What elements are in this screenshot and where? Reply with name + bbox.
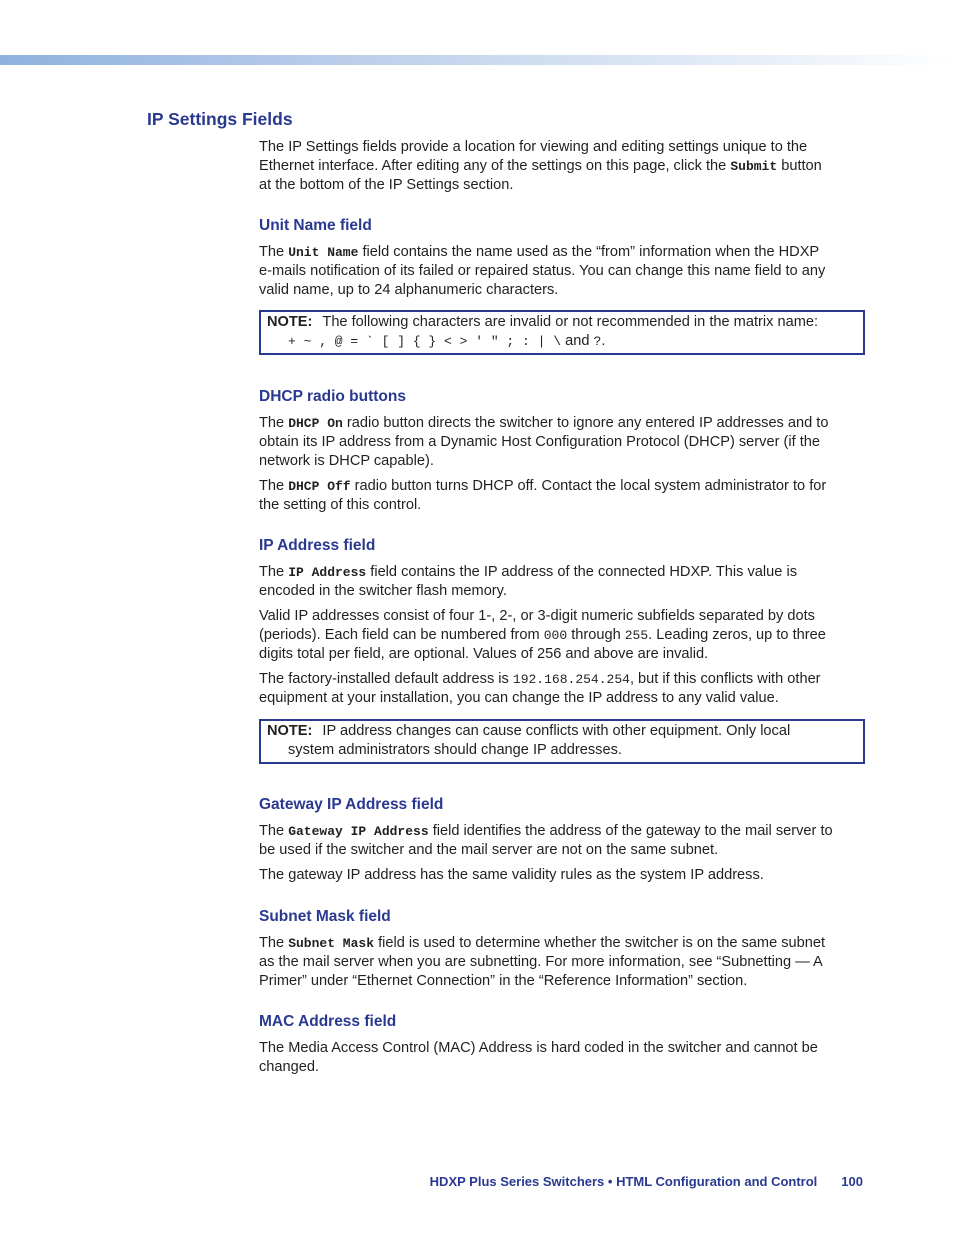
ip-line-1	[259, 563, 863, 582]
unit-name-line-2: e-mails notification of its failed or repaired status. You can change this name field to any	[259, 263, 826, 279]
gateway-line-2: be used if the switcher and the mail server are not on the same subnet.	[259, 842, 719, 858]
intro-text: button	[777, 158, 822, 174]
max-value-code: 255	[624, 628, 649, 643]
gateway-line-3: The gateway IP address has the same validity rules as the system IP address.	[259, 867, 764, 883]
note-line-1	[267, 313, 863, 332]
subnet-line-3: Primer” under “Ethernet Connection” in the “Reference Information” section.	[259, 973, 748, 989]
gateway-line-1	[259, 822, 863, 841]
unit-name-line-1	[259, 243, 863, 262]
unit-name-line-3: valid name, up to 24 alphanumeric characters.	[259, 282, 559, 298]
note-text: IP address changes can cause conflicts with other equipment. Only local	[322, 723, 791, 739]
dhcp-on-line-1	[259, 414, 863, 433]
mac-line-1: The Media Access Control (MAC) Address is hard coded in the switcher and cannot be	[259, 1040, 818, 1056]
subnet-line-2: as the mail server when you are subnetting. For more information, see “Subnetting — A	[259, 954, 823, 970]
intro-line-1: The IP Settings fields provide a location for viewing and editing settings unique to the	[259, 139, 808, 155]
body-text: The	[259, 564, 289, 580]
note-line-1	[267, 722, 863, 741]
dhcp-on-line-2: obtain its IP address from a Dynamic Host Configuration Protocol (DHCP) server (if the	[259, 434, 820, 450]
body-text: , but if this conflicts with other	[629, 671, 821, 687]
unit-name-code: Unit Name	[288, 245, 359, 260]
dhcp-on-line-3: network is DHCP capable).	[259, 453, 434, 469]
body-text: The factory-installed default address is	[259, 671, 513, 687]
ip-line-4	[259, 626, 863, 645]
gateway-paragraph-2	[259, 866, 863, 885]
ip-address-paragraph-1	[259, 563, 863, 601]
header-gradient-bar	[0, 55, 954, 65]
note-line-2: system administrators should change IP addresses.	[288, 742, 622, 758]
gateway-paragraph-1	[259, 822, 863, 860]
ip-line-3: Valid IP addresses consist of four 1-, 2-, or 3-digit numeric subfields separated by dots	[259, 608, 815, 624]
dhcp-off-code: DHCP Off	[288, 479, 351, 494]
default-ip-code: 192.168.254.254	[512, 672, 630, 687]
gateway-code: Gateway IP Address	[288, 824, 429, 839]
submit-code: Submit	[730, 159, 778, 174]
mac-address-paragraph	[259, 1039, 863, 1077]
page-footer	[430, 1173, 863, 1191]
note-invalid-characters	[259, 310, 865, 355]
dhcp-off-line-1	[259, 477, 863, 496]
body-text: The	[259, 478, 289, 494]
body-text: field identifies the address of the gateway to the mail server to	[428, 823, 833, 839]
dhcp-off-paragraph	[259, 477, 863, 515]
subnet-mask-paragraph	[259, 934, 863, 991]
page-number: 100	[841, 1174, 863, 1189]
section-title: IP Settings Fields	[147, 109, 293, 129]
intro-line-2	[259, 157, 863, 176]
body-text: radio button turns DHCP off. Contact the local system administrator to for	[350, 478, 827, 494]
body-text: field contains the name used as the “from” information when the HDXP	[358, 244, 820, 260]
body-text: . Leading zeros, up to three	[648, 627, 826, 643]
note-label: NOTE:	[267, 314, 313, 330]
subnet-line-1	[259, 934, 863, 953]
body-text: The	[259, 244, 289, 260]
gateway-heading: Gateway IP Address field	[259, 796, 444, 813]
unit-name-heading: Unit Name field	[259, 217, 372, 234]
invalid-characters-code: + ~ , @ = ` [ ] { } < > ' " ; : | \	[288, 334, 562, 349]
dhcp-heading: DHCP radio buttons	[259, 388, 406, 405]
ip-address-paragraph-3	[259, 670, 863, 708]
note-ip-address-changes	[259, 719, 865, 764]
subnet-mask-heading: Subnet Mask field	[259, 908, 391, 925]
intro-paragraph	[259, 138, 863, 195]
body-text: The	[259, 415, 289, 431]
subnet-mask-code: Subnet Mask	[288, 936, 375, 951]
mac-line-2: changed.	[259, 1059, 320, 1075]
unit-name-paragraph	[259, 243, 863, 300]
note-label: NOTE:	[267, 723, 313, 739]
ip-line-6	[259, 670, 863, 689]
dhcp-on-paragraph	[259, 414, 863, 471]
body-text: field is used to determine whether the switcher is on the same subnet	[374, 935, 826, 951]
note-line-2	[267, 332, 863, 351]
mac-address-heading: MAC Address field	[259, 1013, 397, 1030]
footer-title: HDXP Plus Series Switchers • HTML Configuration and Control	[429, 1174, 818, 1189]
dhcp-on-code: DHCP On	[288, 416, 343, 431]
body-text: The	[259, 823, 289, 839]
ip-address-heading: IP Address field	[259, 537, 376, 554]
ip-address-paragraph-2	[259, 607, 863, 664]
question-mark-code: ?	[593, 334, 602, 349]
note-text: The following characters are invalid or not recommended in the matrix name:	[322, 314, 819, 330]
body-text: (periods). Each field can be numbered from	[259, 627, 544, 643]
ip-line-5: digits total per field, are optional. Values of 256 and above are invalid.	[259, 646, 709, 662]
body-text: through	[567, 627, 625, 643]
body-text: radio button directs the switcher to ignore any entered IP addresses and to	[342, 415, 829, 431]
body-text: field contains the IP address of the connected HDXP. This value is	[366, 564, 797, 580]
ip-line-2: encoded in the switcher flash memory.	[259, 583, 507, 599]
note-text: and	[561, 333, 594, 349]
body-text: The	[259, 935, 289, 951]
dhcp-off-line-2: the setting of this control.	[259, 497, 422, 513]
note-text: .	[601, 333, 606, 349]
intro-text: Ethernet interface. After editing any of the settings on this page, click the	[259, 158, 731, 174]
ip-line-7: equipment at your installation, you can change the IP address to any valid value.	[259, 690, 779, 706]
ip-address-code: IP Address	[288, 565, 367, 580]
min-value-code: 000	[543, 628, 568, 643]
intro-line-3: at the bottom of the IP Settings section.	[259, 177, 514, 193]
